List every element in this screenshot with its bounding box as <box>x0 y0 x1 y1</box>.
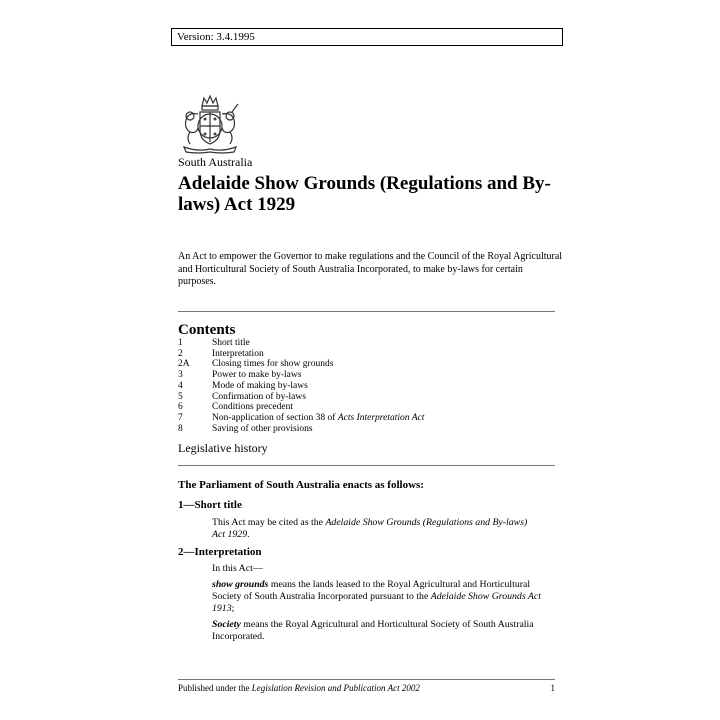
toc-number: 7 <box>178 412 183 423</box>
toc-text: Saving of other provisions <box>212 423 313 434</box>
section-2-intro: In this Act— <box>212 563 263 574</box>
toc-text: Non-application of section 38 of Acts Interpretation Act <box>212 412 425 423</box>
toc-item[interactable] <box>178 424 424 435</box>
toc-text: Power to make by-laws <box>212 370 302 381</box>
toc-number: 6 <box>178 402 183 413</box>
toc-text: Closing times for show grounds <box>212 359 334 370</box>
toc-item[interactable] <box>178 359 424 370</box>
legislative-history-link[interactable]: Legislative history <box>178 441 268 455</box>
divider <box>178 679 555 680</box>
toc-text: Conditions precedent <box>212 402 293 413</box>
toc-number: 2 <box>178 348 183 359</box>
act-title: Adelaide Show Grounds (Regulations and By-laws) Act 1929 <box>178 173 551 215</box>
enacting-formula: The Parliament of South Australia enacts as follows: <box>178 479 424 491</box>
table-of-contents <box>178 338 424 434</box>
toc-number: 5 <box>178 391 183 402</box>
toc-item[interactable] <box>178 338 424 349</box>
toc-number: 1 <box>178 338 183 348</box>
page-footer <box>178 683 555 693</box>
toc-text: Short title <box>212 338 250 348</box>
toc-number: 4 <box>178 380 183 391</box>
divider <box>178 465 555 466</box>
toc-number: 2A <box>178 359 190 370</box>
definition-show-grounds: show grounds means the lands leased to the Royal Agricultural and Horticultural Society of South Australia Incorporated pursuant to the Adelaide Show Grounds Act 1913; <box>212 579 541 614</box>
toc-text: Interpretation <box>212 348 264 359</box>
definition-society: Society means the Royal Agricultural and Horticultural Society of South Australia Incorporated. <box>212 619 534 642</box>
toc-item[interactable] <box>178 392 424 403</box>
footer-publication: Published under the Legislation Revision and Publication Act 2002 <box>178 683 420 693</box>
coat-of-arms-icon <box>178 92 242 154</box>
toc-text: Mode of making by-laws <box>212 380 308 391</box>
toc-number: 3 <box>178 370 183 381</box>
section-2-heading: 2—Interpretation <box>178 546 262 558</box>
toc-item[interactable] <box>178 402 424 413</box>
toc-item[interactable] <box>178 370 424 381</box>
toc-item[interactable] <box>178 349 424 360</box>
version-label: Version: 3.4.1995 <box>171 28 563 46</box>
contents-heading: Contents <box>178 322 236 338</box>
toc-item[interactable] <box>178 381 424 392</box>
toc-item[interactable] <box>178 413 424 424</box>
toc-number: 8 <box>178 423 183 434</box>
divider <box>178 311 555 312</box>
jurisdiction-label: South Australia <box>178 155 253 169</box>
section-1-text: This Act may be cited as the Adelaide Show Grounds (Regulations and By-laws) Act 1929. <box>212 517 528 540</box>
toc-text: Confirmation of by-laws <box>212 391 306 402</box>
section-1-heading: 1—Short title <box>178 499 242 511</box>
page-number: 1 <box>550 683 555 693</box>
long-title: An Act to empower the Governor to make regulations and the Council of the Royal Agricultural and Horticultural Society of South Australia Incorporated, to make by-laws for certain purposes. <box>178 251 563 287</box>
